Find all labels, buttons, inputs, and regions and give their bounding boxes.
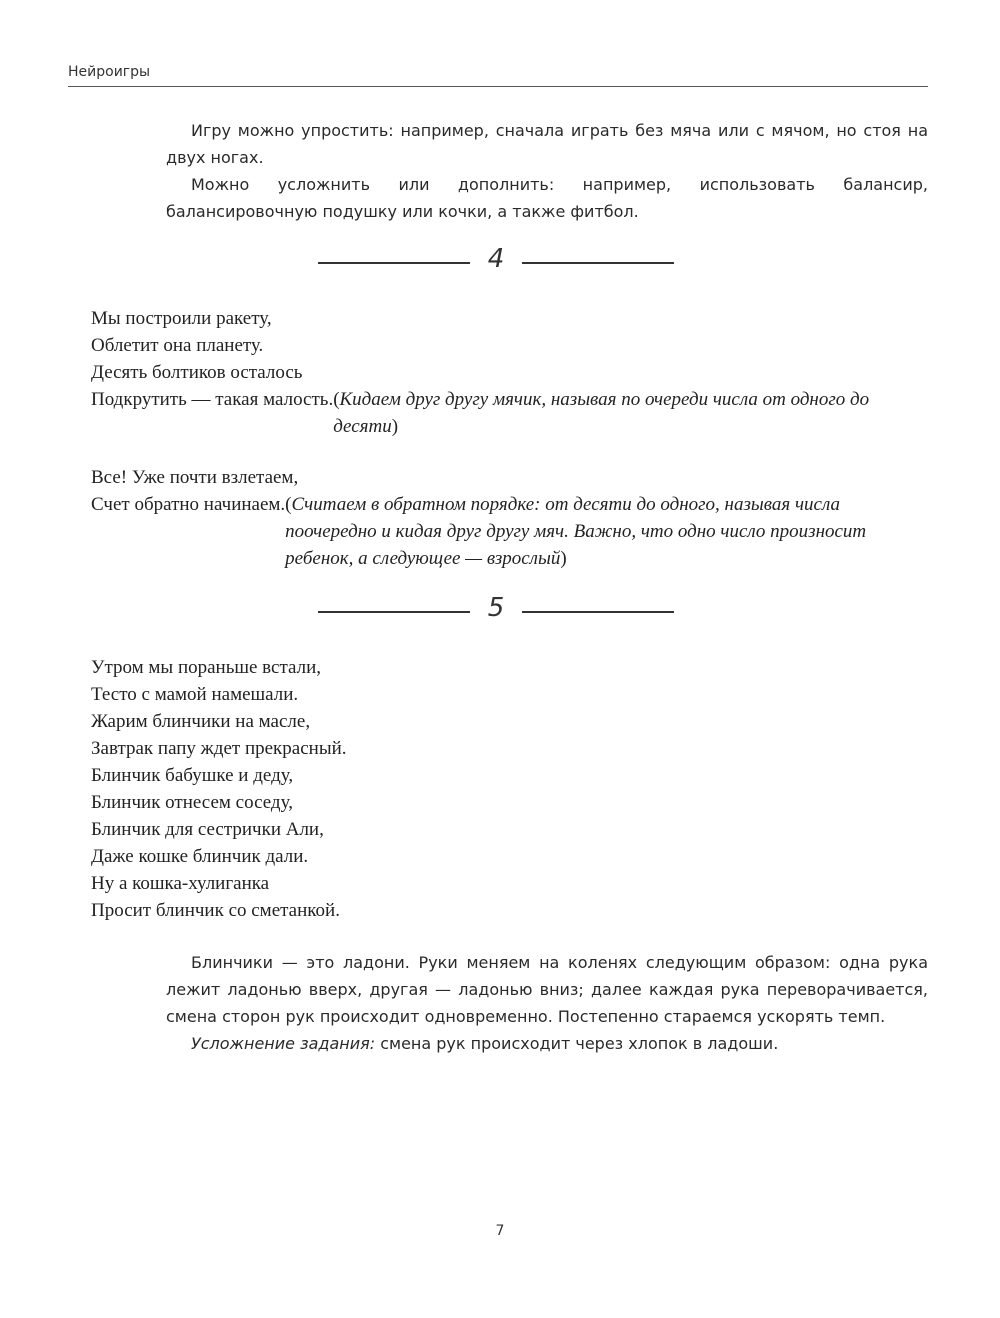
verse-line: Утром мы пораньше встали, (91, 657, 322, 678)
instructions-paragraph: Блинчики — это ладони. Руки меняем на коленях следующим образом: одна рука лежит ладонью вверх, другая — ладонью вниз; далее каждая рука переворачивается, смена сторон рук происходит одновременно. Постепенно стараемся ускорять темп. (166, 953, 928, 1026)
verse-line: Все! Уже почти взлетаем, (91, 467, 299, 488)
verse-line: Блинчик бабушке и деду, (91, 765, 294, 786)
verse-stanza-5 (91, 654, 928, 924)
stage-direction-text: Считаем в обратном порядке: от десяти до одного, называя числа поочередно и кидая друг другу мяч. Важно, что одно число произносит ребенок, а следующее — взрослый (285, 494, 867, 569)
verse-line: Мы построили ракету, (91, 308, 272, 329)
paren-close: ) (560, 548, 567, 569)
paren-open: ( (285, 494, 292, 515)
intro-paragraph-1: Игру можно упростить: например, сначала играть без мяча или с мячом, но стоя на двух ногах. (166, 121, 928, 167)
verse-stanza-4b (91, 464, 928, 572)
divider-line-left (318, 611, 470, 613)
verse-row-with-note (91, 491, 928, 572)
page-number: 7 (495, 1223, 505, 1239)
header-rule (68, 86, 928, 87)
verse-line: Подкрутить — такая малость. (91, 389, 334, 410)
section-number-4: 4 (487, 244, 505, 274)
running-header: Нейроигры (68, 64, 151, 80)
intro-paragraph-2: Можно усложнить или дополнить: например, использовать балансир, балансировочную подушку или кочки, а также фитбол. (166, 175, 928, 221)
section-number-5: 5 (487, 593, 505, 623)
verse-line: Даже кошке блинчик дали. (91, 846, 309, 867)
verse-line: Просит блинчик со сметанкой. (91, 900, 340, 921)
verse-line: Блинчик для сестрички Али, (91, 819, 324, 840)
divider-line-left (318, 262, 470, 264)
section-divider-5 (318, 593, 674, 627)
verse-line: Десять болтиков осталось (91, 362, 303, 383)
stage-direction (285, 491, 928, 572)
complication-text: смена рук происходит через хлопок в ладоши. (375, 1034, 779, 1053)
section-divider-4 (318, 244, 674, 278)
instructions-text (166, 949, 928, 1057)
stage-direction (333, 386, 928, 440)
verse-row-with-note (91, 386, 928, 440)
verse-line: Счет обратно начинаем. (91, 494, 286, 515)
divider-line-right (522, 262, 674, 264)
verse-line: Завтрак папу ждет прекрасный. (91, 738, 347, 759)
verse-line: Облетит она планету. (91, 335, 264, 356)
divider-line-right (522, 611, 674, 613)
verse-line: Ну а кошка-хулиганка (91, 873, 270, 894)
verse-line: Тесто с мамой намешали. (91, 684, 299, 705)
intro-text (166, 117, 928, 225)
verse-stanza-4a (91, 305, 928, 440)
paren-open: ( (333, 389, 340, 410)
verse-line: Жарим блинчики на масле, (91, 711, 311, 732)
paren-close: ) (391, 416, 399, 437)
stage-direction-text: Кидаем друг другу мячик, называя по очереди числа от одного до десяти (333, 389, 870, 437)
complication-label: Усложнение задания: (191, 1034, 376, 1053)
complication-paragraph (166, 1030, 928, 1057)
verse-line: Блинчик отнесем соседу, (91, 792, 293, 813)
